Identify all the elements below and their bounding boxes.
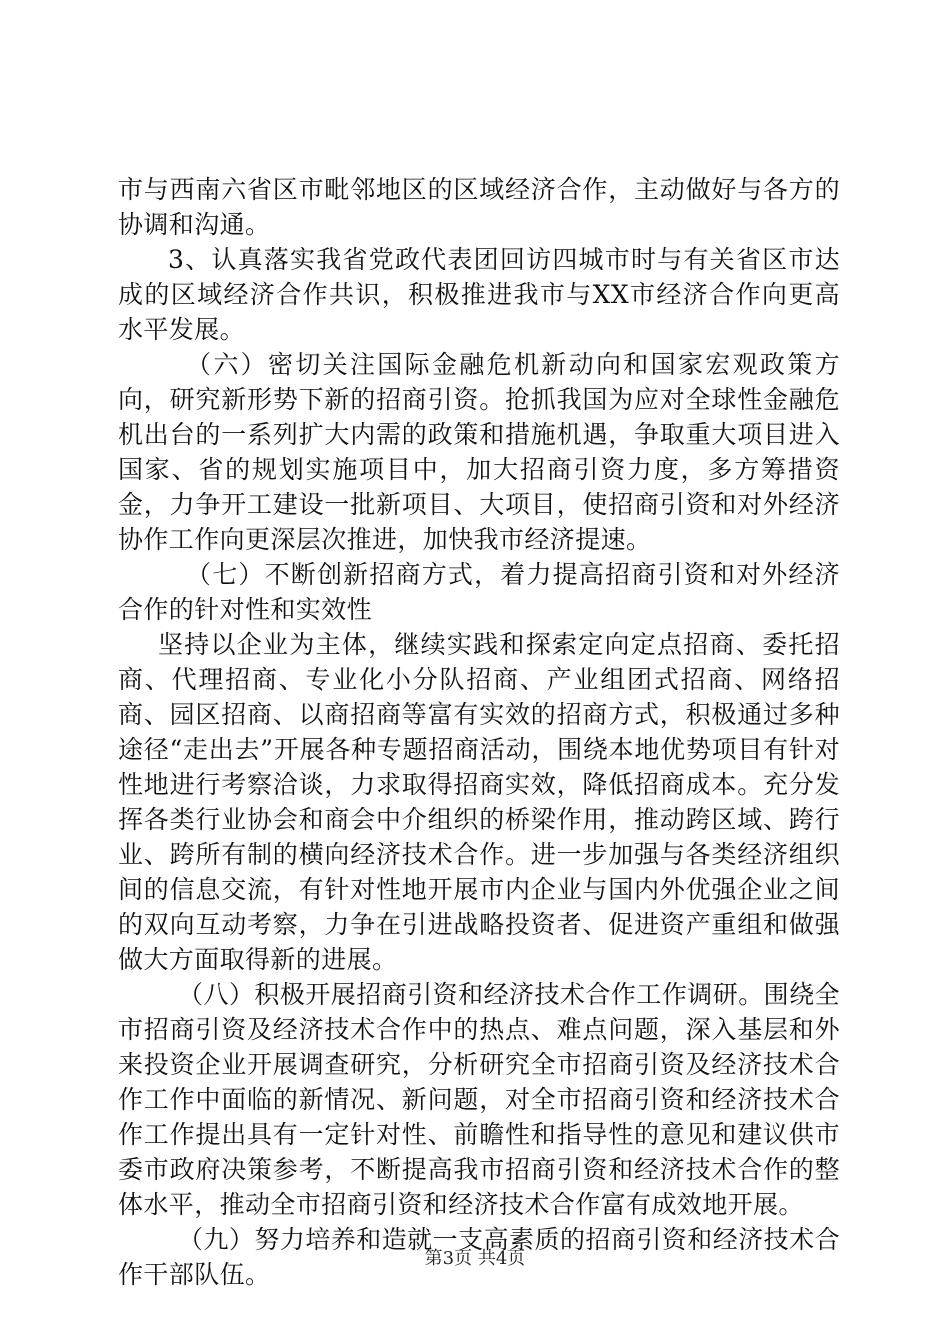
paragraph-item-3: 3、认真落实我省党政代表团回访四城市时与有关省区市达成的区域经济合作共识，积极推进我市与XX市经济合作向更高水平发展。	[118, 245, 840, 344]
paragraph-section-6: （六）密切关注国际金融危机新动向和国家宏观政策方向，研究新形势下新的招商引资。抢抓我国为应对全球性金融危机出台的一系列扩大内需的政策和措施机遇，争取重大项目进入国家、省的规划实施项目中，加大招商引资力度，多方筹措资金，力争开工建设一批新项目、大项目，使招商引资和对外经济协作工作向更深层次推进，加快我市经济提速。	[118, 350, 840, 554]
document-body	[118, 172, 840, 1292]
paragraph-continuation: 市与西南六省区市毗邻地区的区域经济合作，主动做好与各方的协调和沟通。	[118, 175, 840, 239]
page-number-footer: 第3页 共4页	[424, 1248, 526, 1269]
paragraph-section-7-body: 坚持以企业为主体，继续实践和探索定向定点招商、委托招商、代理招商、专业化小分队招商、产业组团式招商、网络招商、园区招商、以商招商等富有实效的招商方式，积极通过多种途径“走出去”开展各种专题招商活动，围绕本地优势项目有针对性地进行考察洽谈，力求取得招商实效，降低招商成本。充分发挥各类行业协会和商会中介组织的桥梁作用，推动跨区域、跨行业、跨所有制的横向经济技术合作。进一步加强与各类经济组织间的信息交流，有针对性地开展市内企业与国内外优强企业之间的双向互动考察，力争在引进战略投资者、促进资产重组和做强做大方面取得新的进展。	[118, 630, 840, 974]
paragraph-section-7-heading: （七）不断创新招商方式，着力提高招商引资和对外经济合作的针对性和实效性	[118, 560, 840, 624]
paragraph-section-9: （九）努力培养和造就一支高素质的招商引资和经济技术合作干部队伍。	[118, 1225, 840, 1289]
paragraph-section-8: （八）积极开展招商引资和经济技术合作工作调研。围绕全市招商引资及经济技术合作中的热点、难点问题，深入基层和外来投资企业开展调查研究，分析研究全市招商引资及经济技术合作工作中面临的新情况、新问题，对全市招商引资和经济技术合作工作提出具有一定针对性、前瞻性和指导性的意见和建议供市委市政府决策参考，不断提高我市招商引资和经济技术合作的整体水平，推动全市招商引资和经济技术合作富有成效地开展。	[118, 980, 840, 1219]
